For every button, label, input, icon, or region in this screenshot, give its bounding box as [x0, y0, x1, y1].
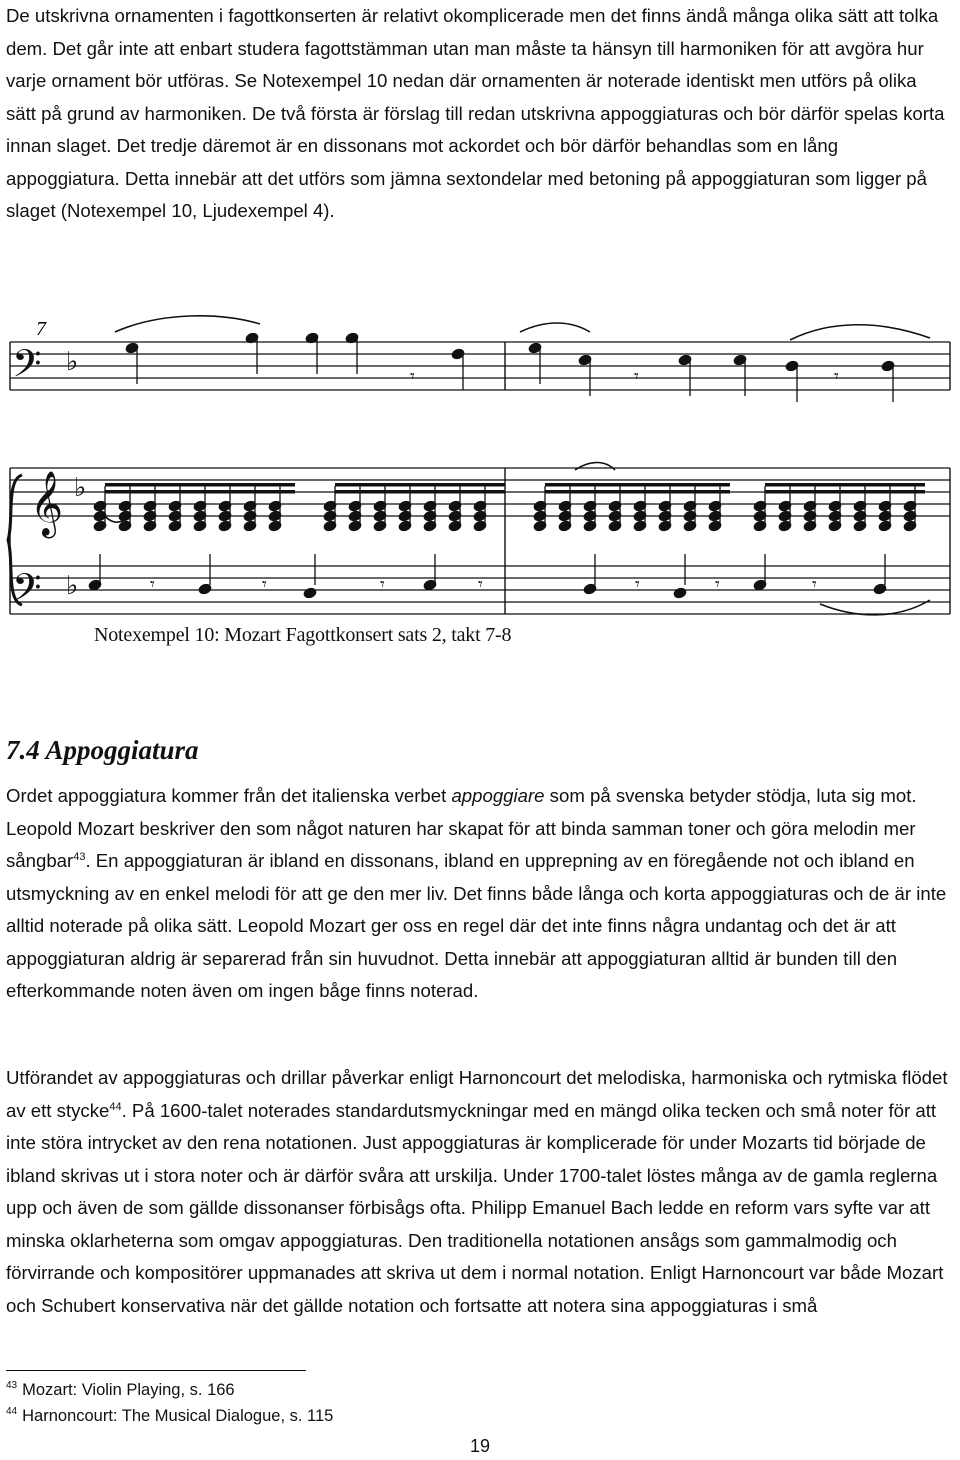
beam	[765, 490, 925, 494]
p2-text-3: . En appoggiaturan är ibland en dissonans, ibland en upprepning av en föregående not och ibland en utsmyckning av en enkel melodi för att ge den mer liv. Det finns både långa och korta appoggiaturas och de är inte alltid noterade på olika sätt. Leopold Mozart ger oss en regel där det inte finns några undantag och det är att appoggiaturan aldrig är separerad från sin huvudnot. Detta innebär att appoggiaturan alltid är bunden till den efterkommande noten även om ingen båge finns noterad.	[6, 850, 947, 1001]
eighth-rest: 𝄾	[834, 366, 839, 387]
beam	[105, 483, 295, 487]
beam	[335, 490, 505, 494]
beam	[545, 483, 730, 487]
p3-text-2: . På 1600-talet noterades standardutsmyckningar med en mängd olika tecken och små noter för att inte störa intrycket av den rena notationen. Just appoggiaturas är komplicerade för under Mozarts tid började de ibland skrivas ut i stora noter och är därför svåra att urskilja. Under 1700-talet löstes många av de gamla reglerna upp och även de som gällde dissonanser förbisågs ofta. Philipp Emanuel Bach ledde en reform vars syfte var att minska oklarheterna som omgav appoggiaturas. Den traditionella notationen ansågs som gammalmodig och förvirrande och kompositörer uppmanades att skriva ut dem i normal notation. Enligt Harnoncourt var både Mozart och Schubert konservativa när det gällde notation och fortsatte att notera sina appoggiaturas i små	[6, 1099, 944, 1316]
notehead	[673, 587, 687, 599]
measure-number: 7	[36, 318, 46, 340]
flat-sign: ♭	[66, 347, 79, 377]
footnote-separator	[6, 1370, 306, 1371]
footnote-44	[6, 1407, 333, 1426]
eighth-rest: 𝄾	[635, 574, 640, 595]
beam	[545, 490, 730, 494]
p2-italic-term: appoggiare	[451, 785, 545, 806]
notehead	[303, 587, 317, 599]
footnote-number: 44	[6, 1406, 18, 1417]
beam	[765, 483, 925, 487]
p3-text-1: Utförandet av appoggiaturas och drillar påverkar enligt Harnoncourt det melodiska, harmoniska och rytmiska flödet av ett stycke	[6, 1067, 948, 1121]
bass-clef: 𝄢	[12, 341, 42, 395]
slur	[115, 316, 260, 332]
p2-text-1: Ordet appoggiatura kommer från det italienska verbet	[6, 785, 452, 806]
flat-sign: ♭	[66, 571, 79, 601]
body-paragraph-1: De utskrivna ornamenten i fagottkonserten är relativt okomplicerade men det finns ändå många olika sätt att tolka dem. Det går inte att enbart studera fagottstämman utan man måste ta hänsyn till harmoniken för att avgöra hur varje ornament bör utföras. Se Notexempel 10 nedan där ornamenten är noterade identiskt men utförs på olika sätt på grund av harmoniken. De två första är förslag till redan utskrivna appoggiaturas och bör därför spelas korta innan slaget. Det tredje däremot är en dissonans mot ackordet och bör därför behandlas som en lång appoggiatura. Detta innebär att det utförs som jämna sextondelar med betoning på appoggiaturan som ligger på slaget (Notexempel 10, Ljudexempel 4).	[6, 5, 945, 221]
eighth-rest: 𝄾	[478, 574, 483, 595]
slurs	[100, 316, 930, 615]
eighth-rest: 𝄾	[380, 574, 385, 595]
eighth-rest: 𝄾	[410, 366, 415, 387]
beam	[105, 490, 295, 494]
figure-caption: Notexempel 10: Mozart Fagottkonsert sats 2, takt 7-8	[94, 624, 512, 646]
eighth-rest: 𝄾	[262, 574, 267, 595]
footnote-ref-44[interactable]: 44	[109, 1100, 122, 1113]
eighth-rest: 𝄾	[634, 366, 639, 387]
p2-text-2: som på svenska betyder stödja, luta sig mot. Leopold Mozart beskriver den som något naturen har skapat för att binda samman toner och göra melodin mer sångbar	[6, 785, 917, 871]
notes	[88, 332, 925, 599]
flat-sign: ♭	[74, 473, 87, 503]
slur	[520, 323, 590, 332]
beam	[335, 483, 505, 487]
treble-clef: 𝄞	[30, 471, 64, 536]
body-paragraph-3	[6, 1062, 950, 1322]
bass-clef: 𝄢	[12, 565, 42, 619]
music-example-notexempel-10	[0, 310, 960, 620]
page-number: 19	[470, 1436, 491, 1456]
footnote-text: Harnoncourt: The Musical Dialogue, s. 115	[22, 1407, 334, 1425]
body-paragraph-2	[6, 780, 950, 1008]
footnote-text: Mozart: Violin Playing, s. 166	[22, 1381, 235, 1399]
eighth-rest: 𝄾	[150, 574, 155, 595]
footnote-43	[6, 1381, 235, 1400]
slur	[790, 325, 930, 340]
slur	[575, 463, 615, 471]
eighth-rest: 𝄾	[812, 574, 817, 595]
section-heading: 7.4 Appoggiatura	[6, 735, 199, 765]
eighth-rest: 𝄾	[715, 574, 720, 595]
footnote-number: 43	[6, 1380, 18, 1391]
footnote-ref-43[interactable]: 43	[73, 851, 86, 863]
